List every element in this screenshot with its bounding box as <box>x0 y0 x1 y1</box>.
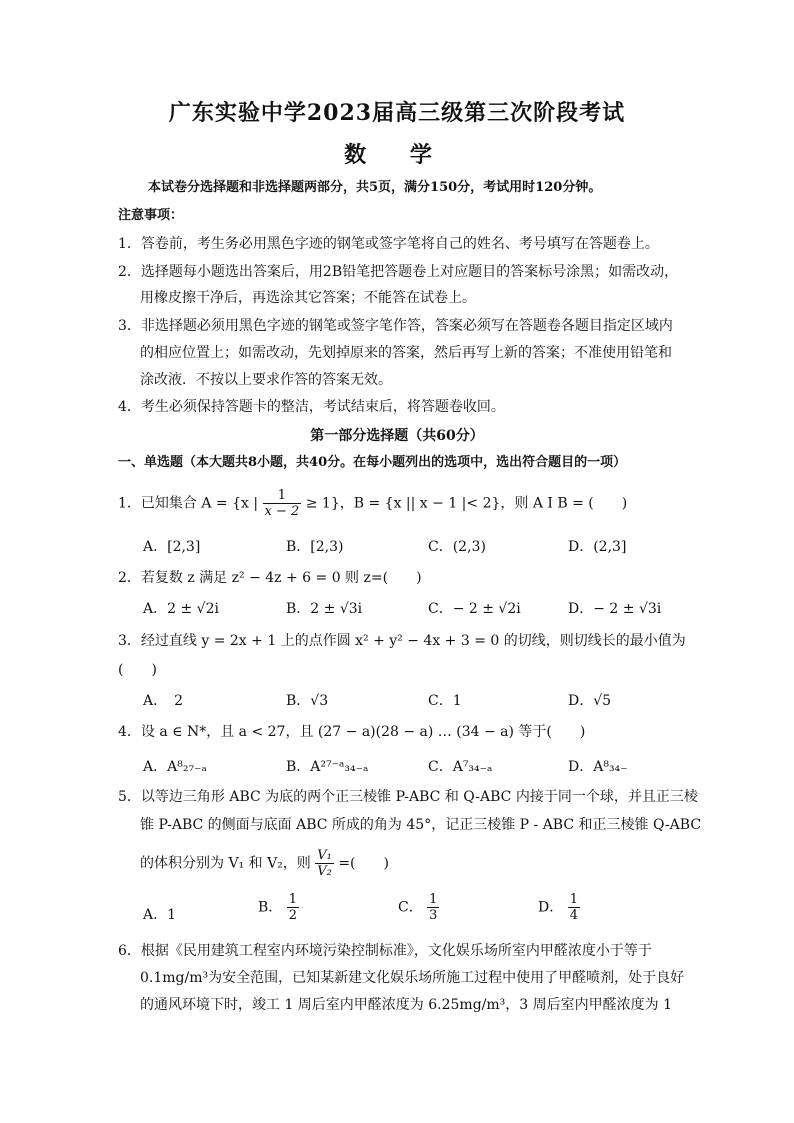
question-3-stem: 3．经过直线 y = 2x + 1 上的点作圆 x² + y² − 4x + 3 = 0 的切线，则切线长的最小值为 <box>118 633 686 649</box>
exam-title: 广东实验中学2023届高三级第三次阶段考试 <box>168 100 626 126</box>
q1-option-c: C．(2,3) <box>428 539 486 555</box>
note-item: 的相应位置上；如需改动，先划掉原来的答案，然后再写上新的答案；不准使用铅笔和 <box>140 345 672 361</box>
q5-option-b-frac <box>287 892 299 923</box>
question-3-stem-cont: ( ) <box>118 662 157 678</box>
q5-option-b <box>258 892 299 923</box>
q5-option-d <box>538 892 580 923</box>
q3-option-d: D．√5 <box>568 693 612 709</box>
frac-den: x − 2 <box>264 504 300 519</box>
q4-option-a: A．A⁸₂₇₋ₐ <box>143 759 207 775</box>
frac-num: 1 <box>263 488 302 504</box>
question-4-stem: 4．设 a ∈ N*，且 a < 27，且 (27 − a)(28 − a) … (34 − a) 等于( ) <box>118 724 586 740</box>
frac-num: 1 <box>288 892 298 907</box>
note-item: 4．考生必须保持答题卡的整洁，考试结束后，将答题卷收回。 <box>118 399 505 415</box>
q5-option-a: A．1 <box>143 907 177 923</box>
q1-post: ≥ 1}，B = {x || x − 1 |< 2}，则 A I B = ( ) <box>305 495 628 512</box>
subject-title: 数 学 <box>344 142 450 168</box>
frac-den: 4 <box>569 908 578 923</box>
frac-num: 1 <box>429 892 438 907</box>
question-5-line3 <box>140 848 389 879</box>
question-6-line2: 0.1mg/m³为安全范围，已知某新建文化娱乐场所施工过程中使用了甲醛喷剂，处于良好 <box>140 970 685 986</box>
option-letter: D． <box>538 899 564 916</box>
note-item: 用橡皮擦干净后，再选涂其它答案；不能答在试卷上。 <box>140 290 476 306</box>
q1-option-d: D．(2,3] <box>568 539 627 555</box>
q2-option-b: B．2 ± √3i <box>286 601 363 617</box>
q3-option-c: C．1 <box>428 693 462 709</box>
notes-title: 注意事项： <box>118 208 184 223</box>
q3-option-a: A． 2 <box>143 693 184 709</box>
frac-den: 2 <box>288 908 298 923</box>
q5-volume-ratio <box>315 848 334 879</box>
exam-intro: 本试卷分选择题和非选择题两部分，共5页，满分150分，考试用时120分钟。 <box>148 180 602 195</box>
frac-num: V₁ <box>317 848 332 863</box>
frac-den: V₂ <box>317 864 332 879</box>
question-5-line1: 5．以等边三角形 ABC 为底的两个正三棱锥 P-ABC 和 Q-ABC 内接于同一个球，并且正三棱 <box>118 789 698 805</box>
q1-option-a: A．[2,3] <box>143 539 201 555</box>
q4-option-b: B．A²⁷⁻ᵃ₃₄₋ₐ <box>286 759 369 775</box>
question-6-line1: 6．根据《民用建筑工程室内环境污染控制标准》，文化娱乐场所室内甲醛浓度小于等于 <box>118 943 652 959</box>
question-5-line2: 锥 P-ABC 的侧面与底面 ABC 所成的角为 45°，记正三棱锥 P - ABC 和正三棱锥 Q-ABC <box>140 817 702 833</box>
question-2-stem: 2．若复数 z 满足 z² − 4z + 6 = 0 则 z=( ) <box>118 570 422 586</box>
q3-option-b: B．√3 <box>286 693 329 709</box>
option-letter: C． <box>398 899 423 916</box>
q5-option-c <box>398 892 439 923</box>
q1-pre: 1．已知集合 A = {x | <box>118 495 259 512</box>
q2-option-c: C．− 2 ± √2i <box>428 601 521 617</box>
part-title: 第一部分选择题（共60分） <box>310 428 484 444</box>
frac-num: 1 <box>569 892 578 907</box>
q5-option-d-frac <box>568 892 580 923</box>
q1-fraction <box>263 488 302 519</box>
note-item: 3．非选择题必须用黑色字迹的钢笔或签字笔作答，答案必须写在答题卷各题目指定区域内 <box>118 318 673 334</box>
note-item: 2．选择题每小题选出答案后，用2B铅笔把答题卷上对应题目的答案标号涂黑；如需改动， <box>118 264 679 280</box>
q2-option-d: D．− 2 ± √3i <box>568 601 662 617</box>
q5-option-c-frac <box>427 892 439 923</box>
section-title: 一、单选题（本大题共8小题，共40分。在每小题列出的选项中，选出符合题目的一项） <box>118 455 627 470</box>
option-letter: B． <box>258 899 283 916</box>
q1-option-b: B．[2,3) <box>286 539 344 555</box>
frac-den: 3 <box>429 908 438 923</box>
q4-option-c: C．A⁷₃₄₋ₐ <box>428 759 493 775</box>
question-6-line3: 的通风环境下时，竣工 1 周后室内甲醛浓度为 6.25mg/m³，3 周后室内甲醛浓度为 1 <box>140 997 672 1013</box>
note-item: 1．答卷前，考生务必用黑色字迹的钢笔或签字笔将自己的姓名、考号填写在答题卷上。 <box>118 236 659 252</box>
q2-option-a: A．2 ± √2i <box>143 601 219 617</box>
q5-line3-post: =( ) <box>338 855 389 872</box>
note-item: 涂改液．不按以上要求作答的答案无效。 <box>140 372 392 388</box>
q5-line3-pre: 的体积分别为 V₁ 和 V₂，则 <box>140 855 311 872</box>
q4-option-d: D．A⁸₃₄₋ <box>568 759 628 775</box>
question-1-stem <box>118 488 627 519</box>
